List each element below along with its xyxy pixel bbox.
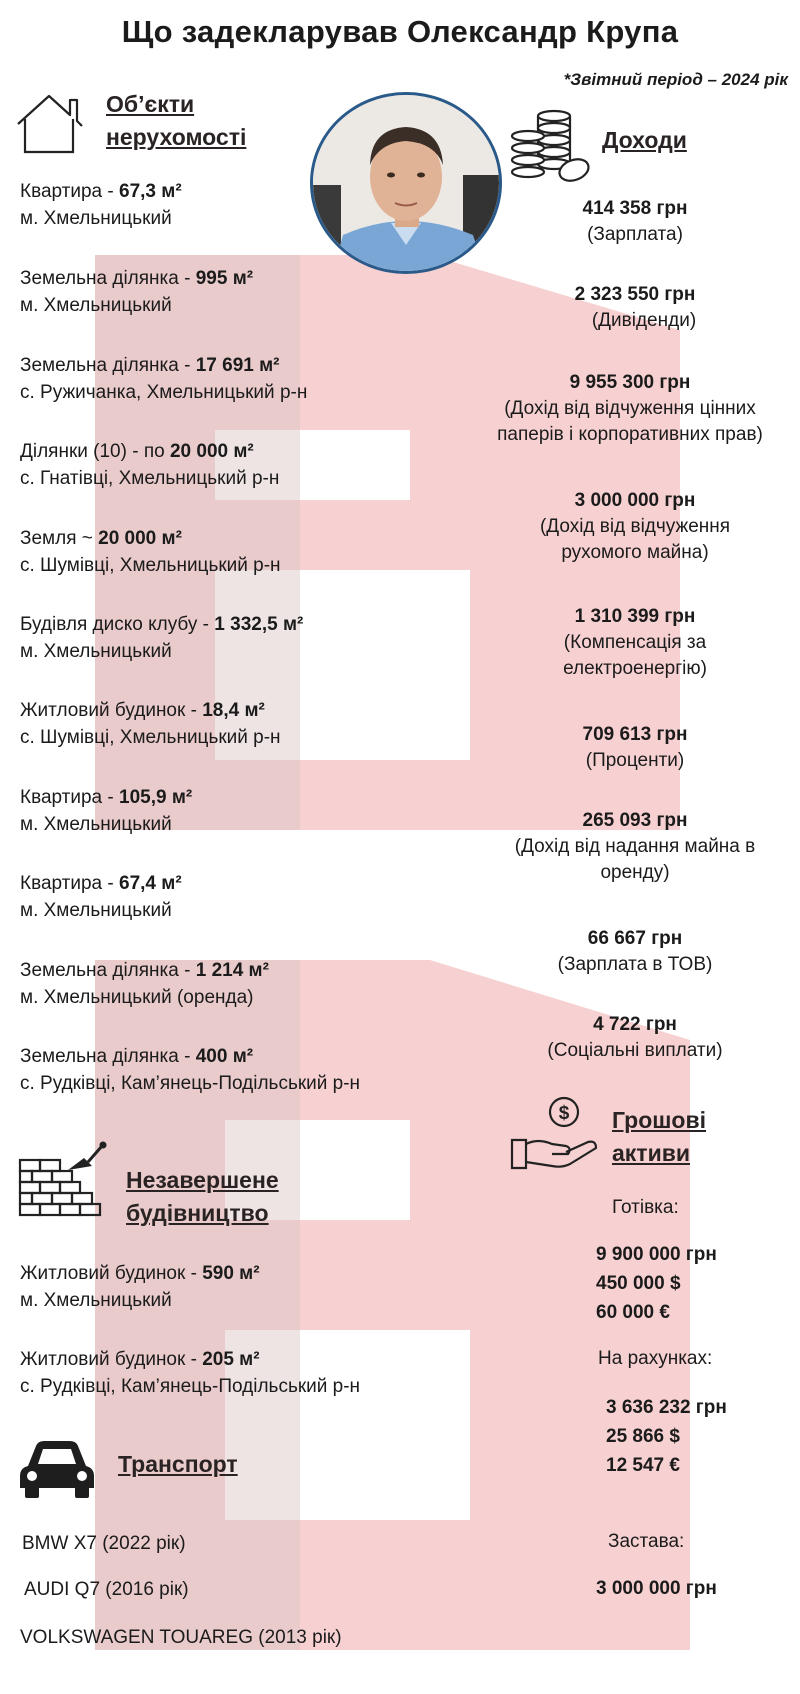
construction-item: Житловий будинок - 590 м² м. Хмельницький [20, 1263, 260, 1311]
real-estate-title: Об’єкти нерухомості [106, 91, 247, 150]
account-amount: 12 547 € [606, 1455, 680, 1476]
income-item: 414 358 грн (Зарплата) [582, 198, 688, 245]
vehicle-item: VOLKSWAGEN TOUAREG (2013 рік) [20, 1627, 342, 1648]
cash-amount: 450 000 $ [596, 1273, 681, 1294]
coins-stack-icon [508, 106, 592, 186]
car-icon [18, 1436, 96, 1500]
income-item: 2 323 550 грн (Дивіденди) [574, 284, 697, 331]
real-estate-item: Земельна ділянка - 995 м² м. Хмельницький [20, 268, 254, 316]
real-estate-item: Квартира - 67,4 м² м. Хмельницький [20, 873, 182, 921]
account-amount: 25 866 $ [606, 1426, 680, 1447]
accounts-label: На рахунках: [598, 1348, 713, 1369]
real-estate-item: Житловий будинок - 18,4 м² с. Шумівці, Хмельницький р-н [20, 700, 281, 748]
income-item: 265 093 грн (Дохід від надання майна в оренду) [514, 810, 756, 883]
income-item: 1 310 399 грн (Компенсація за електроенергію) [563, 606, 707, 679]
real-estate-item: Квартира - 67,3 м² м. Хмельницький [20, 181, 182, 229]
real-estate-item: Земельна ділянка - 17 691 м² с. Ружичанка, Хмельницький р-н [20, 355, 308, 403]
vehicle-item: AUDI Q7 (2016 рік) [24, 1579, 189, 1600]
real-estate-item: Земля ~ 20 000 м² с. Шумівці, Хмельницький р-н [20, 528, 281, 576]
svg-text:$: $ [558, 1103, 570, 1124]
brick-wall-trowel-icon [18, 1140, 108, 1222]
cash-label: Готівка: [612, 1197, 679, 1218]
income-title: Доходи [602, 127, 687, 153]
pledge-amount: 3 000 000 грн [596, 1578, 717, 1599]
account-amount: 3 636 232 грн [606, 1397, 727, 1418]
construction-item: Житловий будинок - 205 м² с. Рудківці, Кам’янець-Подільський р-н [20, 1349, 361, 1397]
cash-amount: 60 000 € [596, 1302, 670, 1323]
cash-assets-title: Грошові активи [612, 1107, 707, 1166]
page-title: Що задекларував Олександр Крупа [121, 14, 679, 49]
real-estate-item: Земельна ділянка - 400 м² с. Рудківці, Кам’янець-Подільський р-н [20, 1046, 361, 1094]
income-item: 3 000 000 грн (Дохід від відчуження рухомого майна) [539, 490, 731, 563]
real-estate-item: Квартира - 105,9 м² м. Хмельницький [20, 787, 193, 835]
construction-title: Незавершене будівництво [126, 1167, 279, 1226]
vehicle-item: BMW X7 (2022 рік) [22, 1533, 186, 1554]
house-icon [12, 90, 86, 158]
hand-money-icon [508, 1096, 602, 1172]
income-item: 4 722 грн (Соціальні виплати) [547, 1014, 723, 1061]
reporting-period: *Звітний період – 2024 рік [563, 70, 788, 89]
real-estate-item: Будівля диско клубу - 1 332,5 м² м. Хмельницький [20, 614, 304, 662]
income-item: 66 667 грн (Зарплата в ТОВ) [557, 928, 713, 975]
pledge-label: Застава: [608, 1531, 685, 1552]
transport-title: Транспорт [118, 1451, 238, 1477]
real-estate-item: Земельна ділянка - 1 214 м² м. Хмельницький (оренда) [20, 960, 269, 1008]
real-estate-item: Ділянки (10) - по 20 000 м² с. Гнатівці, Хмельницький р-н [20, 441, 280, 489]
income-item: 9 955 300 грн (Дохід від відчуження цінних паперів і корпоративних прав) [497, 372, 763, 445]
cash-amount: 9 900 000 грн [596, 1244, 717, 1265]
income-item: 709 613 грн (Проценти) [582, 724, 688, 771]
